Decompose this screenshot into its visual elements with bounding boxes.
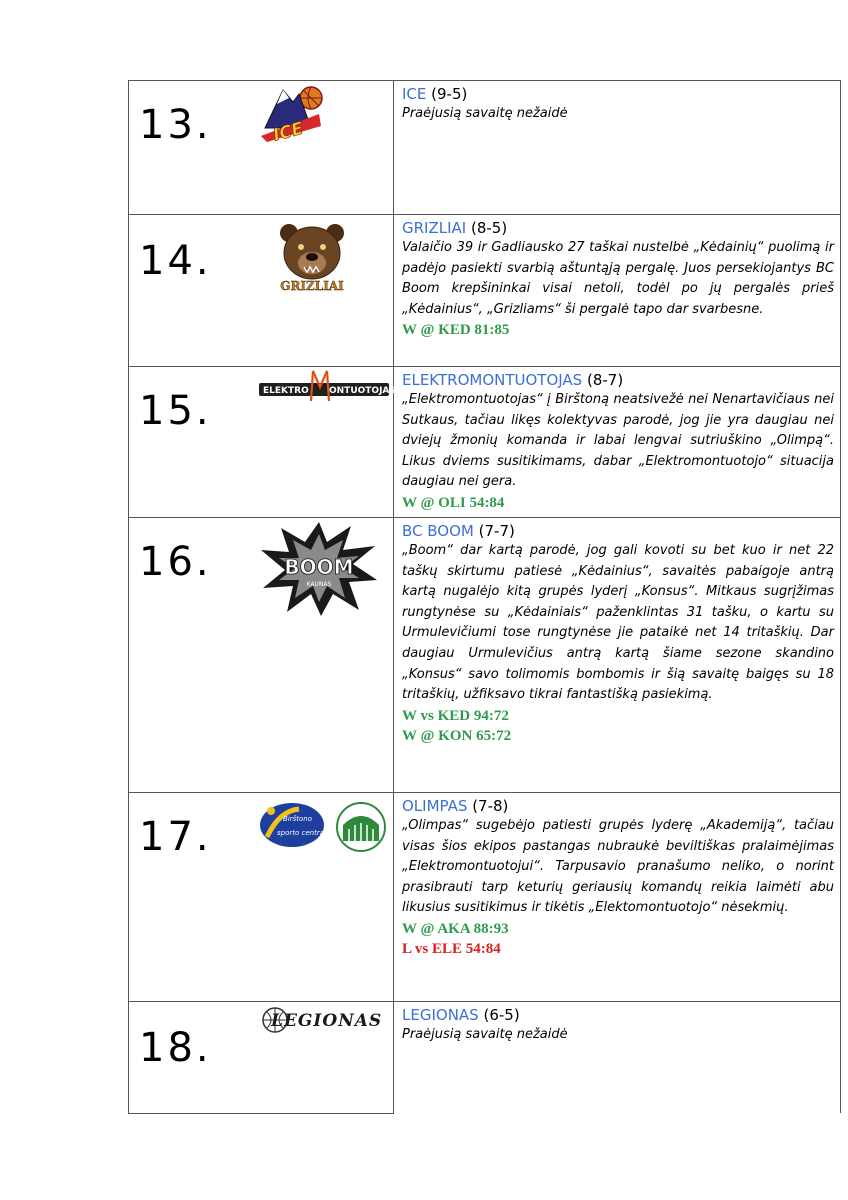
svg-text:ONTUOTOJAS: ONTUOTOJAS bbox=[329, 386, 396, 396]
grizliai-logo bbox=[277, 221, 347, 293]
team-record: (8-7) bbox=[587, 371, 624, 389]
rank-number: 13. bbox=[139, 102, 212, 148]
table-row bbox=[129, 1001, 841, 1113]
team-cell bbox=[394, 792, 841, 1001]
game-result: W @ KED 81:85 bbox=[402, 322, 510, 339]
team-description: Praėjusią savaitę nežaidė bbox=[402, 106, 568, 121]
svg-text:sporto centras: sporto centras bbox=[277, 828, 328, 837]
table-row bbox=[129, 215, 841, 367]
team-record: (9-5) bbox=[431, 85, 468, 103]
legionas-logo bbox=[261, 1004, 389, 1036]
rank-cell bbox=[129, 367, 394, 518]
team-cell bbox=[394, 367, 841, 518]
team-cell bbox=[394, 1001, 841, 1113]
team-heading bbox=[402, 522, 834, 541]
team-name: BC BOOM bbox=[402, 521, 474, 540]
table-row bbox=[129, 81, 841, 215]
team-name: OLIMPAS bbox=[402, 796, 468, 815]
rank-number: 18. bbox=[139, 1024, 212, 1071]
team-name: GRIZLIAI bbox=[402, 219, 467, 237]
svg-text:GRIZLIAI: GRIZLIAI bbox=[280, 279, 344, 293]
svg-text:ICE: ICE bbox=[270, 118, 306, 146]
team-description: „Boom“ dar kartą parodė, jog gali kovoti su bet kuo ir net 22 taškų skirtumu patiesė „Kėdainius“, savaitės pabaigoje antrą kartą nugalėjo kitą grupės lyderį „Konsus“. Mitkaus sugrįžimas rungtynėse su „Kėdainiais“ paženklintas 31 tašku, o kartu su Urmulevičiumi tose rungtynėse jie pataikė net 14 tritaškių. Dar daugiau Urmulevičius antrą kartą šiame sezone skandino „Konsus“ savo tolimomis bombomis ir šią savaitę baigęs su 18 tritaškių, užfiksavo tikrai fantastišką pasiekimą. bbox=[402, 542, 834, 703]
elektromontuotojas-logo bbox=[259, 369, 396, 403]
rank-number: 16. bbox=[139, 538, 212, 585]
team-heading bbox=[402, 85, 834, 104]
svg-text:BOOM: BOOM bbox=[284, 554, 354, 579]
game-result: W @ OLI 54:84 bbox=[402, 494, 505, 511]
team-heading bbox=[402, 797, 834, 816]
game-result: W vs KED 94:72 bbox=[402, 707, 509, 724]
svg-text:Birštono: Birštono bbox=[283, 814, 313, 823]
bc-boom-logo bbox=[259, 520, 379, 616]
team-name: ELEKTROMONTUOTOJAS bbox=[402, 371, 583, 389]
rank-number: 17. bbox=[139, 813, 212, 860]
game-result: W @ KON 65:72 bbox=[402, 727, 512, 744]
rank-cell bbox=[129, 517, 394, 792]
table-row bbox=[129, 517, 841, 792]
rank-cell bbox=[129, 792, 394, 1001]
table-row bbox=[129, 792, 841, 1001]
team-description: Praėjusią savaitę nežaidė bbox=[402, 1026, 568, 1042]
rank-number: 15. bbox=[139, 388, 212, 434]
rank-cell bbox=[129, 215, 394, 367]
standings-table bbox=[128, 80, 841, 1114]
rank-cell bbox=[129, 1001, 394, 1113]
team-description: Valaičio 39 ir Gadliausko 27 taškai nustelbė „Kėdainių“ puolimą ir padėjo pasiekti svarbią aštuntąją pergalę. Juos persekiojantys BC Boom krepšininkai visai netoli, todėl po jų pergalės prieš „Kėdainius“, „Grizliams“ ši pergalė tapo dar svarbesne. bbox=[402, 240, 834, 317]
game-result: W @ AKA 88:93 bbox=[402, 920, 509, 937]
game-result: L vs ELE 54:84 bbox=[402, 940, 501, 957]
team-record: (8-5) bbox=[471, 219, 508, 237]
table-row bbox=[129, 367, 841, 518]
team-description: „Elektromontuotojas“ į Birštoną neatsivežė nei Nenartavičiaus nei Sutkaus, tačiau likęs kolektyvas parodė, jog jie yra daugiau nei dviejų žmonių komanda ir labai lengvai sutriuškino „Olimpą“. Likus dviems susitikimams, dabar „Elektromontuotojo“ situacija daugiau nei gera. bbox=[402, 392, 834, 490]
rank-cell bbox=[129, 81, 394, 215]
team-name: ICE bbox=[402, 85, 427, 103]
olimpas-logo bbox=[259, 801, 389, 853]
team-heading bbox=[402, 371, 834, 390]
team-record: (7-8) bbox=[472, 796, 509, 815]
team-heading bbox=[402, 1006, 834, 1025]
svg-text:LEGIONAS: LEGIONAS bbox=[271, 1010, 383, 1031]
team-heading bbox=[402, 219, 834, 238]
svg-text:ELEKTRO: ELEKTRO bbox=[263, 386, 309, 396]
ice-logo bbox=[259, 84, 329, 144]
team-name: LEGIONAS bbox=[402, 1005, 479, 1024]
team-record: (7-7) bbox=[478, 521, 515, 540]
svg-text:KAUNAS: KAUNAS bbox=[306, 580, 332, 588]
team-description: „Olimpas“ sugebėjo patiesti grupės lyderę „Akademiją“, tačiau visas šios ekipos pastangas nubraukė beviltiškas pralaimėjimas „Elektromontuotojui“. Tarpusavio pranašumo neliko, o norint prasibrauti tarp keturių geriausių komandų reikia laimėti abu likusius susitikimus ir tikėtis „Elektomontuotojo“ nėsekmių. bbox=[402, 817, 834, 916]
team-cell bbox=[394, 517, 841, 792]
rank-number: 14. bbox=[139, 238, 212, 284]
team-record: (6-5) bbox=[483, 1005, 520, 1024]
team-cell bbox=[394, 81, 841, 215]
team-cell bbox=[394, 215, 841, 367]
